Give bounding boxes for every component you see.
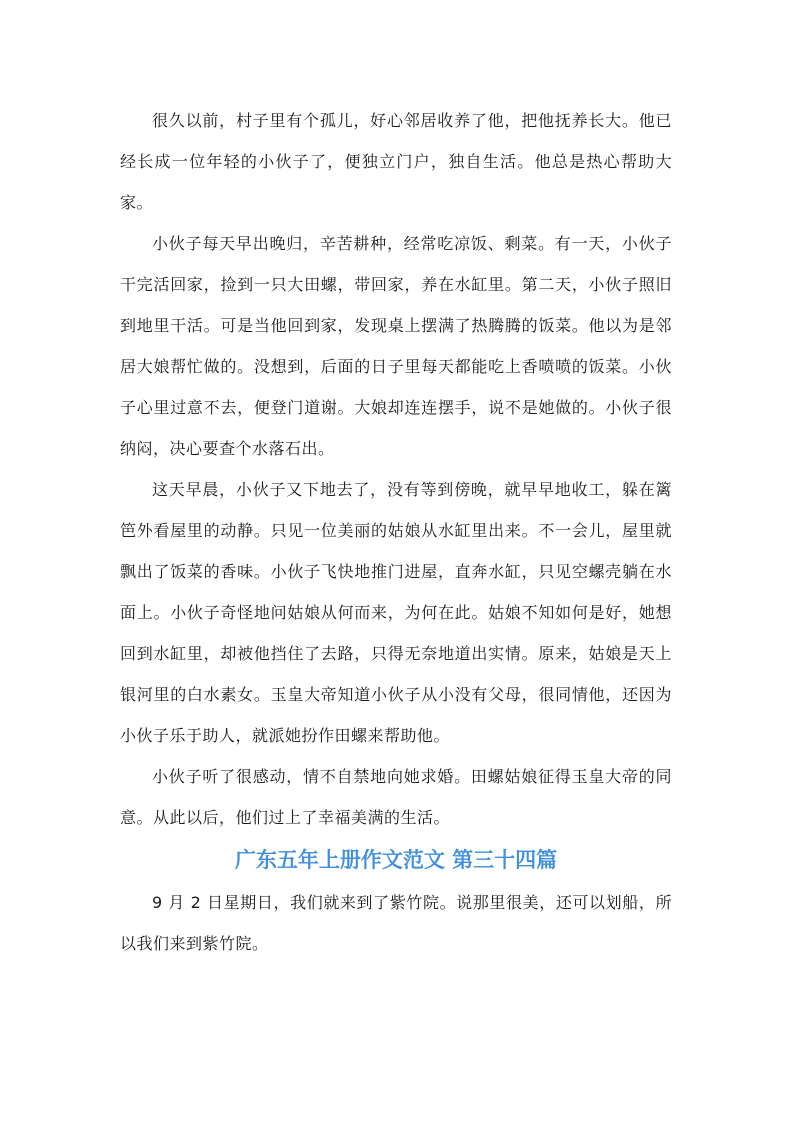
section-heading: 广东五年上册作文范文 第三十四篇 (234, 848, 558, 872)
next-paragraph-1: 9 月 2 日星期日，我们就来到了紫竹院。说那里很美，还可以划船，所以我们来到紫竹院。 (120, 893, 672, 953)
story-paragraph-4: 小伙子听了很感动，情不自禁地向她求婚。田螺姑娘征得玉皇大帝的同意。从此以后，他们过上了幸福美满的生活。 (120, 767, 672, 827)
document-body (120, 100, 672, 964)
story-paragraph-1: 很久以前，村子里有个孤儿，好心邻居收养了他，把他抚养长大。他已经长成一位年轻的小伙子了，便独立门户，独自生活。他总是热心帮助大家。 (120, 111, 672, 212)
story-paragraph-2: 小伙子每天早出晚归，辛苦耕种，经常吃凉饭、剩菜。有一天，小伙子干完活回家，捡到一只大田螺，带回家，养在水缸里。第二天，小伙子照旧到地里干活。可是当他回到家，发现桌上摆满了热腾腾的饭菜。他以为是邻居大娘帮忙做的。没想到，后面的日子里每天都能吃上香喷喷的饭菜。小伙子心里过意不去，便登门道谢。大娘却连连摆手，说不是她做的。小伙子很纳闷，决心要查个水落石出。 (120, 234, 672, 458)
story-paragraph-3: 这天早晨，小伙子又下地去了，没有等到傍晚，就早早地收工，躲在篱笆外看屋里的动静。只见一位美丽的姑娘从水缸里出来。不一会儿，屋里就飘出了饭菜的香味。小伙子飞快地推门进屋，直奔水缸，只见空螺壳躺在水面上。小伙子奇怪地问姑娘从何而来，为何在此。姑娘不知如何是好，她想回到水缸里，却被他挡住了去路，只得无奈地道出实情。原来，姑娘是天上银河里的白水素女。玉皇大帝知道小伙子从小没有父母，很同情他，还因为小伙子乐于助人，就派她扮作田螺来帮助他。 (120, 480, 672, 745)
